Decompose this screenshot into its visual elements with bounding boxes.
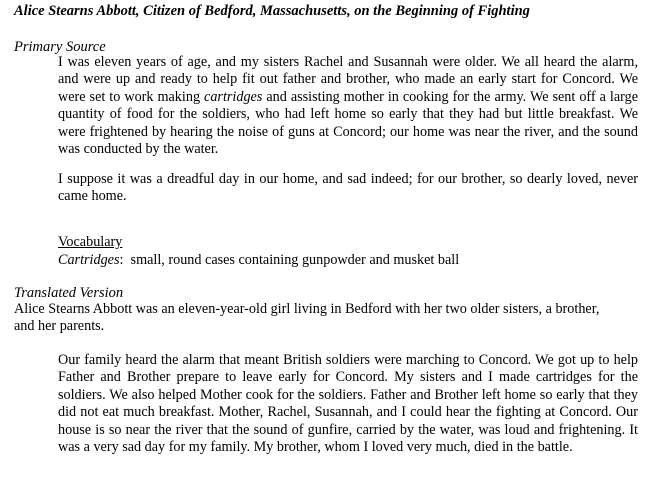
paragraph-1-text-start: I was eleven years of age, and my sisters Rachel and Susannah were older. We all heard the alarm, and were up and ready to help fit out father and brother, who made an early start for Concord. We were set to work making bbox=[58, 54, 638, 105]
primary-source-paragraph-1 bbox=[58, 54, 638, 158]
primary-source-paragraph-2: I suppose it was a dreadful day in our home, and sad indeed; for our brother, so dearly loved, never came home. bbox=[58, 171, 638, 205]
vocabulary-definition: small, round cases containing gunpowder and musket ball bbox=[123, 252, 460, 268]
translated-version-heading: Translated Version bbox=[14, 285, 124, 301]
vocabulary-heading: Vocabulary bbox=[58, 234, 123, 250]
translated-intro: Alice Stearns Abbott was an eleven-year-old girl living in Bedford with her two older sisters, a brother, and her parents. bbox=[14, 301, 600, 335]
cartridges-italic-word: cartridges bbox=[204, 88, 263, 105]
vocabulary-term: Cartridges bbox=[58, 252, 120, 268]
vocabulary-separator: : bbox=[119, 252, 124, 268]
vocabulary-entry bbox=[58, 252, 459, 269]
paragraph-1-text-end: and assisting mother in cooking for the army. We sent off a large quantity of food for the soldiers, who had left home so early that they had but little breakfast. We were frightened by hearing the noise of guns at Concord; our home was near the river, and the sound was conducted by the water. bbox=[58, 88, 638, 158]
primary-source-heading: Primary Source bbox=[14, 39, 106, 55]
translated-paragraph: Our family heard the alarm that meant British soldiers were marching to Concord. We got up to help Father and Brother prepare to leave early for Concord. My sisters and I made cartridges for the soldiers. We also helped Mother cook for the soldiers. Father and Brother left home so early that they did not eat much breakfast. Mother, Rachel, Susannah, and I could hear the fighting at Concord. Our house is so near the river that the sound of gunfire, carried by the water, was loud and frightening. It was a very sad day for my family. My brother, whom I loved very much, died in the battle. bbox=[58, 352, 638, 456]
document-title: Alice Stearns Abbott, Citizen of Bedford, Massachusetts, on the Beginning of Fighting bbox=[14, 3, 530, 19]
